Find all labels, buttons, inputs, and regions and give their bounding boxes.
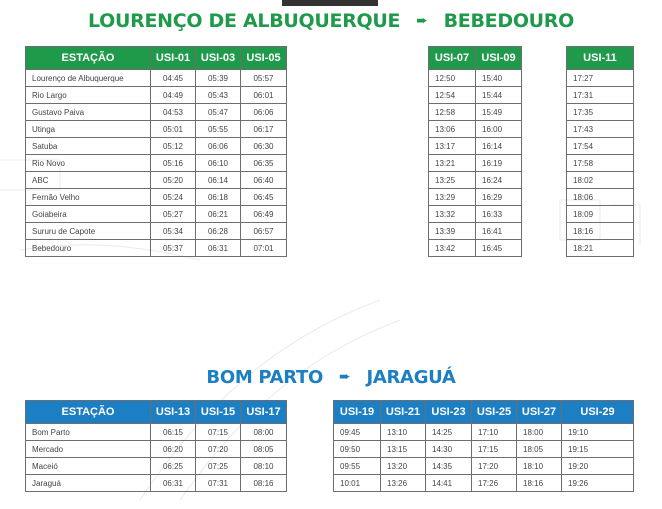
time-cell: 05:57 xyxy=(241,70,287,87)
time-cell: 12:50 xyxy=(429,70,476,87)
time-cell: 13:20 xyxy=(381,458,426,475)
time-cell: 14:41 xyxy=(426,475,472,492)
time-cell: 05:39 xyxy=(196,70,241,87)
col-header-train: USI-25 xyxy=(472,401,517,424)
col-header-train: USI-11 xyxy=(567,47,634,70)
time-cell: 05:27 xyxy=(151,206,196,223)
station-name-cell: Satuba xyxy=(26,138,151,155)
time-cell: 18:09 xyxy=(567,206,634,223)
spacer-cell xyxy=(522,104,567,121)
time-cell: 04:49 xyxy=(151,87,196,104)
station-name-cell: Bebedouro xyxy=(26,240,151,257)
spacer-cell xyxy=(287,458,334,475)
col-header-train: USI-07 xyxy=(429,47,476,70)
time-cell: 13:42 xyxy=(429,240,476,257)
time-cell: 06:06 xyxy=(196,138,241,155)
table-row xyxy=(26,104,634,121)
time-cell: 05:16 xyxy=(151,155,196,172)
spacer-cell xyxy=(287,424,334,441)
time-cell: 06:49 xyxy=(241,206,287,223)
time-cell: 18:00 xyxy=(517,424,562,441)
time-cell: 06:14 xyxy=(196,172,241,189)
spacer-cell xyxy=(522,240,567,257)
time-cell: 06:01 xyxy=(241,87,287,104)
time-cell: 06:18 xyxy=(196,189,241,206)
col-header-train: USI-09 xyxy=(476,47,522,70)
spacer-cell xyxy=(522,87,567,104)
time-cell: 09:55 xyxy=(334,458,381,475)
col-header-train: USI-27 xyxy=(517,401,562,424)
station-name-cell: Sururu de Capote xyxy=(26,223,151,240)
time-cell: 12:58 xyxy=(429,104,476,121)
time-cell: 05:20 xyxy=(151,172,196,189)
col-header-train: USI-03 xyxy=(196,47,241,70)
time-cell: 14:25 xyxy=(426,424,472,441)
table-row xyxy=(26,138,634,155)
route-title-green xyxy=(0,10,662,32)
time-cell: 17:31 xyxy=(567,87,634,104)
route-destination: BEBEDOURO xyxy=(443,10,574,32)
time-cell: 06:40 xyxy=(241,172,287,189)
spacer-cell xyxy=(522,155,567,172)
time-cell: 13:21 xyxy=(429,155,476,172)
table-row xyxy=(26,223,634,240)
time-cell: 06:06 xyxy=(241,104,287,121)
spacer-cell xyxy=(287,441,334,458)
header-row xyxy=(26,401,634,424)
station-name-cell: Lourenço de Albuquerque xyxy=(26,70,151,87)
time-cell: 19:20 xyxy=(562,458,634,475)
time-cell: 08:16 xyxy=(241,475,287,492)
time-cell: 19:15 xyxy=(562,441,634,458)
time-cell: 07:25 xyxy=(196,458,241,475)
time-cell: 13:10 xyxy=(381,424,426,441)
spacer-cell xyxy=(287,155,429,172)
time-cell: 10:01 xyxy=(334,475,381,492)
spacer-cell xyxy=(287,475,334,492)
time-cell: 18:05 xyxy=(517,441,562,458)
col-header-train: USI-17 xyxy=(241,401,287,424)
time-cell: 06:21 xyxy=(196,206,241,223)
time-cell: 15:44 xyxy=(476,87,522,104)
arrow-right-icon: ➨ xyxy=(416,13,428,29)
route-destination: JARAGUÁ xyxy=(366,367,456,388)
table-row xyxy=(26,441,634,458)
time-cell: 05:43 xyxy=(196,87,241,104)
time-cell: 15:49 xyxy=(476,104,522,121)
time-cell: 06:35 xyxy=(241,155,287,172)
time-cell: 06:25 xyxy=(151,458,196,475)
time-cell: 06:31 xyxy=(196,240,241,257)
time-cell: 06:57 xyxy=(241,223,287,240)
spacer-cell xyxy=(522,189,567,206)
table-row xyxy=(26,155,634,172)
time-cell: 16:29 xyxy=(476,189,522,206)
table-row xyxy=(26,172,634,189)
time-cell: 14:30 xyxy=(426,441,472,458)
time-cell: 17:10 xyxy=(472,424,517,441)
time-cell: 08:00 xyxy=(241,424,287,441)
station-name-cell: Rio Novo xyxy=(26,155,151,172)
time-cell: 06:28 xyxy=(196,223,241,240)
time-cell: 05:34 xyxy=(151,223,196,240)
spacer-cell xyxy=(287,189,429,206)
col-header-train: USI-21 xyxy=(381,401,426,424)
table-row xyxy=(26,87,634,104)
station-name-cell: Gustavo Paiva xyxy=(26,104,151,121)
time-cell: 19:26 xyxy=(562,475,634,492)
time-cell: 07:01 xyxy=(241,240,287,257)
time-cell: 17:20 xyxy=(472,458,517,475)
time-cell: 05:24 xyxy=(151,189,196,206)
time-cell: 19:10 xyxy=(562,424,634,441)
spacer-cell xyxy=(287,240,429,257)
station-name-cell: ABC xyxy=(26,172,151,189)
time-cell: 13:25 xyxy=(429,172,476,189)
arrow-right-icon: ➨ xyxy=(339,369,351,385)
spacer-cell xyxy=(287,206,429,223)
time-cell: 09:45 xyxy=(334,424,381,441)
station-name-cell: Mercado xyxy=(26,441,151,458)
time-cell: 17:54 xyxy=(567,138,634,155)
table-row xyxy=(26,70,634,87)
spacer-cell xyxy=(522,223,567,240)
time-cell: 05:37 xyxy=(151,240,196,257)
spacer-cell xyxy=(287,70,429,87)
time-cell: 17:58 xyxy=(567,155,634,172)
time-cell: 16:24 xyxy=(476,172,522,189)
station-name-cell: Goiabeira xyxy=(26,206,151,223)
time-cell: 07:20 xyxy=(196,441,241,458)
time-cell: 16:19 xyxy=(476,155,522,172)
station-name-cell: Jaraguá xyxy=(26,475,151,492)
time-cell: 16:41 xyxy=(476,223,522,240)
time-cell: 16:00 xyxy=(476,121,522,138)
col-header-station: ESTAÇÃO xyxy=(26,47,151,70)
spacer-cell xyxy=(287,121,429,138)
time-cell: 14:35 xyxy=(426,458,472,475)
time-cell: 06:20 xyxy=(151,441,196,458)
spacer-cell xyxy=(522,70,567,87)
route-origin: LOURENÇO DE ALBUQUERQUE xyxy=(88,10,401,32)
time-cell: 04:45 xyxy=(151,70,196,87)
table-row xyxy=(26,424,634,441)
spacer-cell xyxy=(287,172,429,189)
time-cell: 17:27 xyxy=(567,70,634,87)
col-header-train: USI-23 xyxy=(426,401,472,424)
time-cell: 08:10 xyxy=(241,458,287,475)
time-cell: 18:02 xyxy=(567,172,634,189)
time-cell: 18:06 xyxy=(567,189,634,206)
time-cell: 16:45 xyxy=(476,240,522,257)
col-header-train: USI-13 xyxy=(151,401,196,424)
time-cell: 08:05 xyxy=(241,441,287,458)
table-row xyxy=(26,240,634,257)
time-cell: 04:53 xyxy=(151,104,196,121)
station-name-cell: Fernão Velho xyxy=(26,189,151,206)
time-cell: 13:29 xyxy=(429,189,476,206)
timetable-route1 xyxy=(25,46,634,257)
time-cell: 13:15 xyxy=(381,441,426,458)
time-cell: 05:47 xyxy=(196,104,241,121)
time-cell: 13:39 xyxy=(429,223,476,240)
time-cell: 17:26 xyxy=(472,475,517,492)
time-cell: 06:10 xyxy=(196,155,241,172)
col-header-train: USI-29 xyxy=(562,401,634,424)
time-cell: 18:16 xyxy=(517,475,562,492)
spacer-cell xyxy=(522,206,567,223)
time-cell: 05:55 xyxy=(196,121,241,138)
station-name-cell: Rio Largo xyxy=(26,87,151,104)
station-name-cell: Utinga xyxy=(26,121,151,138)
timetable-route2 xyxy=(25,400,634,492)
time-cell: 06:17 xyxy=(241,121,287,138)
spacer-cell xyxy=(287,138,429,155)
route-origin: BOM PARTO xyxy=(206,367,324,388)
time-cell: 17:15 xyxy=(472,441,517,458)
time-cell: 12:54 xyxy=(429,87,476,104)
time-cell: 06:45 xyxy=(241,189,287,206)
spacer-cell xyxy=(522,121,567,138)
table-row xyxy=(26,189,634,206)
time-cell: 18:16 xyxy=(567,223,634,240)
time-cell: 05:12 xyxy=(151,138,196,155)
time-cell: 05:01 xyxy=(151,121,196,138)
station-name-cell: Bom Parto xyxy=(26,424,151,441)
spacer-cell xyxy=(287,223,429,240)
time-cell: 13:06 xyxy=(429,121,476,138)
time-cell: 18:21 xyxy=(567,240,634,257)
time-cell: 18:10 xyxy=(517,458,562,475)
station-name-cell: Maceió xyxy=(26,458,151,475)
table-row xyxy=(26,458,634,475)
col-header-station: ESTAÇÃO xyxy=(26,401,151,424)
time-cell: 17:43 xyxy=(567,121,634,138)
time-cell: 06:31 xyxy=(151,475,196,492)
time-cell: 06:15 xyxy=(151,424,196,441)
time-cell: 16:33 xyxy=(476,206,522,223)
time-cell: 16:14 xyxy=(476,138,522,155)
spacer-cell xyxy=(287,104,429,121)
time-cell: 09:50 xyxy=(334,441,381,458)
spacer-cell xyxy=(522,138,567,155)
top-tab-bar xyxy=(282,0,378,6)
header-row xyxy=(26,47,634,70)
time-cell: 07:15 xyxy=(196,424,241,441)
time-cell: 13:17 xyxy=(429,138,476,155)
col-header-train: USI-01 xyxy=(151,47,196,70)
col-header-train: USI-05 xyxy=(241,47,287,70)
time-cell: 13:32 xyxy=(429,206,476,223)
time-cell: 17:35 xyxy=(567,104,634,121)
spacer-cell xyxy=(522,172,567,189)
col-header-train: USI-19 xyxy=(334,401,381,424)
time-cell: 06:30 xyxy=(241,138,287,155)
table-row xyxy=(26,475,634,492)
route-title-blue xyxy=(0,367,662,388)
table-row xyxy=(26,121,634,138)
time-cell: 13:26 xyxy=(381,475,426,492)
table-row xyxy=(26,206,634,223)
time-cell: 15:40 xyxy=(476,70,522,87)
time-cell: 07:31 xyxy=(196,475,241,492)
spacer-cell xyxy=(287,87,429,104)
col-header-train: USI-15 xyxy=(196,401,241,424)
